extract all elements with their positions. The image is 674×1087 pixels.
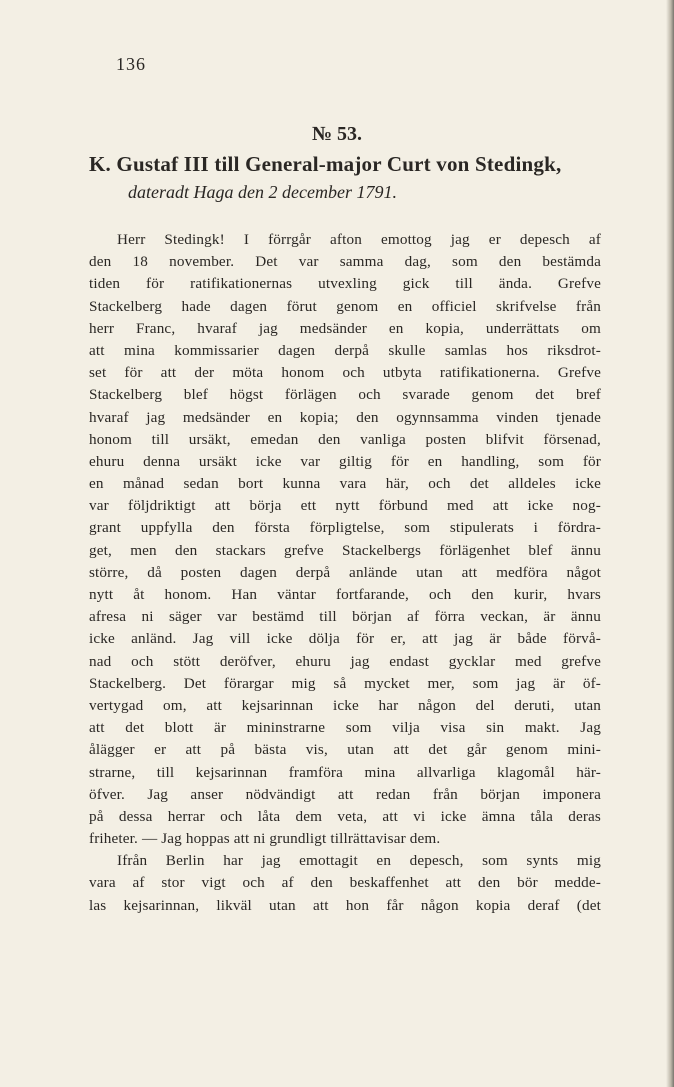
body-line: Stackelberg hade dagen förut genom en officiel skrifvelse från xyxy=(89,297,601,315)
body-line: Herr Stedingk! I förrgår afton emottog jag er depesch af xyxy=(117,231,601,248)
body-line: att det blott är mininstrarne som vilja visa sin makt. Jag xyxy=(89,719,601,737)
body-line: friheter. — Jag hoppas att ni grundligt tillrättavisar dem. xyxy=(89,830,441,848)
body-line: vara af stor vigt och af den beskaffenhet att den bör medde- xyxy=(89,874,601,892)
body-line: att mina kommissarier dagen derpå skulle samlas hos riksdrot- xyxy=(89,341,601,359)
body-line: på dessa herrar och låta dem veta, att vi icke ämna tåla deras xyxy=(89,807,601,825)
body-line: tiden för ratifikationernas utvexling gick till ända. Grefve xyxy=(89,275,601,293)
body-line: en månad sedan bort kunna vara här, och det alldeles icke xyxy=(89,475,601,493)
letter-body xyxy=(89,229,601,917)
body-line: större, då posten dagen derpå anlände utan att medföra något xyxy=(89,563,601,581)
body-line: ehuru denna ursäkt icke var giltig för en handling, som för xyxy=(89,452,601,470)
body-line: ålägger er att på bästa vis, utan att det går genom mini- xyxy=(89,741,601,759)
body-line: honom till ursäkt, emedan den vanliga posten blifvit försenad, xyxy=(89,430,601,448)
body-line: nad och stött deröfver, ehuru jag endast gycklar med grefve xyxy=(89,652,601,670)
body-line: Ifrån Berlin har jag emottagit en depesch, som synts mig xyxy=(117,852,601,870)
body-line: Stackelberg. Det förargar mig så mycket mer, som jag är öf- xyxy=(89,674,601,692)
body-line: set för att der möta honom och utbyta ratifikationerna. Grefve xyxy=(89,364,601,382)
body-line: nytt åt honom. Han väntar fortfarande, och den kurir, hvars xyxy=(89,586,601,603)
body-line: hvaraf jag medsänder en kopia; den ogynnsamma vinden tjenade xyxy=(89,408,601,426)
document-number: № 53. xyxy=(311,123,363,145)
page-edge-shadow xyxy=(666,0,674,1087)
letter-dateline: dateradt Haga den 2 december 1791. xyxy=(128,182,397,202)
body-line: var följdriktigt att börja ett nytt förbund med att icke nog- xyxy=(89,497,601,515)
body-line: las kejsarinnan, likväl utan att hon får någon kopia deraf (det xyxy=(89,896,601,914)
body-line: Stackelberg blef högst förlägen och svarade genom det bref xyxy=(89,386,601,404)
body-line: icke anländ. Jag vill icke dölja för er, att jag är både förvå- xyxy=(89,630,601,648)
body-line: vertygad om, att kejsarinnan icke har någon del deruti, utan xyxy=(89,696,601,714)
body-line: herr Franc, hvaraf jag medsänder en kopia, underrättats om xyxy=(89,319,601,337)
body-line: grant uppfylla den första förpligtelse, som stipulerats i fördra- xyxy=(89,519,601,537)
body-line: afresa ni säger var bestämd till början af förra veckan, är ännu xyxy=(89,608,601,626)
page-number: 136 xyxy=(116,54,146,74)
letter-heading: K. Gustaf III till General-major Curt von Stedingk, xyxy=(89,152,562,176)
body-line: den 18 november. Det var samma dag, som den bestämda xyxy=(89,253,601,271)
body-line: strarne, till kejsarinnan framföra mina allvarliga klagomål här- xyxy=(89,763,601,781)
body-line: get, men den stackars grefve Stackelbergs förlägenhet blef ännu xyxy=(89,541,601,559)
body-line: öfver. Jag anser nödvändigt att redan från början imponera xyxy=(89,785,601,803)
